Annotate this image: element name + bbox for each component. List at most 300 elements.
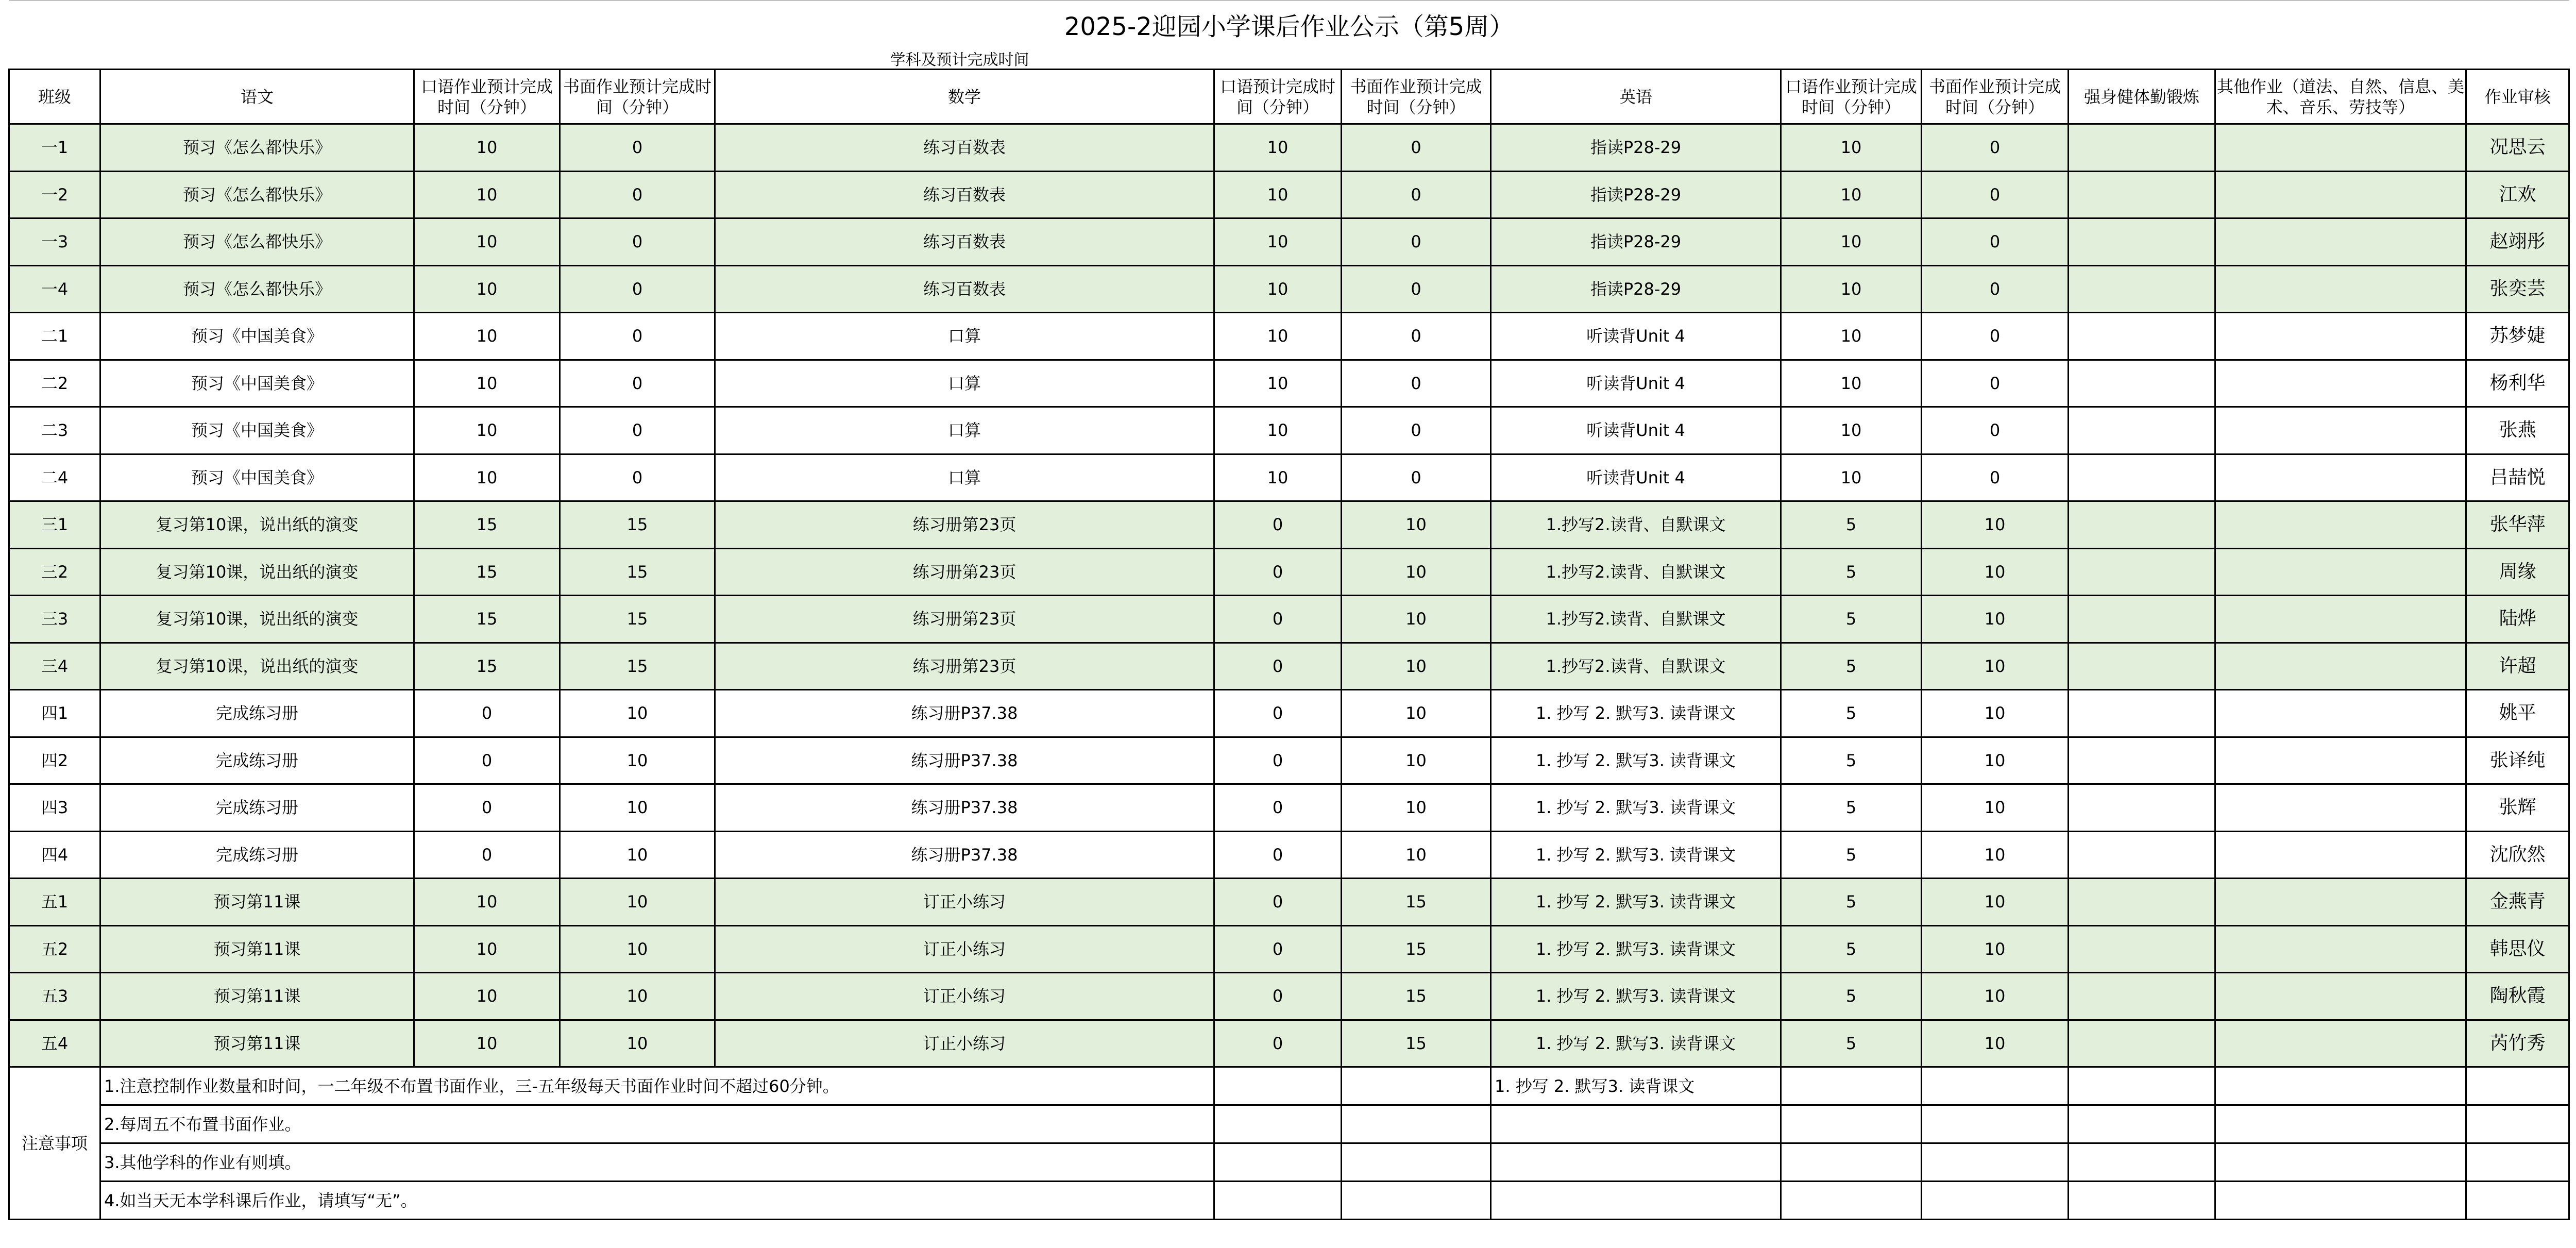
auditor-cell[interactable]: 吕喆悦 <box>2466 454 2569 501</box>
class-cell[interactable]: 三2 <box>9 548 100 596</box>
chinese-oral-cell[interactable]: 10 <box>414 171 560 218</box>
note-text[interactable]: 3.其他学科的作业有则填。 <box>100 1143 1214 1182</box>
class-cell[interactable]: 二1 <box>9 313 100 360</box>
note-blank-cell[interactable] <box>1214 1182 1342 1220</box>
chinese-oral-cell[interactable]: 0 <box>414 784 560 832</box>
english-oral-cell[interactable]: 5 <box>1781 973 1922 1020</box>
class-cell[interactable]: 三3 <box>9 596 100 643</box>
chinese-written-cell[interactable]: 0 <box>560 360 715 407</box>
other-cell[interactable] <box>2215 643 2466 690</box>
class-cell[interactable]: 四1 <box>9 690 100 737</box>
exercise-cell[interactable] <box>2069 1020 2215 1067</box>
note-blank-cell[interactable] <box>1781 1182 1922 1220</box>
exercise-cell[interactable] <box>2069 548 2215 596</box>
math-cell[interactable]: 口算 <box>715 407 1214 454</box>
english-cell[interactable]: 1.抄写2.读背、自默课文 <box>1491 596 1781 643</box>
chinese-cell[interactable]: 预习《怎么都快乐》 <box>100 171 414 218</box>
header-chinese-written-time: 书面作业预计完成时间（分钟） <box>560 70 715 124</box>
note-blank-cell[interactable] <box>1342 1067 1491 1105</box>
english-written-cell[interactable]: 0 <box>1922 313 2069 360</box>
other-cell[interactable] <box>2215 831 2466 879</box>
math-written-cell[interactable]: 0 <box>1342 360 1491 407</box>
exercise-cell[interactable] <box>2069 784 2215 832</box>
chinese-oral-cell[interactable]: 10 <box>414 454 560 501</box>
chinese-oral-cell[interactable]: 0 <box>414 737 560 784</box>
english-written-cell[interactable]: 0 <box>1922 265 2069 313</box>
note-blank-cell[interactable] <box>2466 1105 2569 1143</box>
class-cell[interactable]: 一1 <box>9 124 100 172</box>
math-oral-cell[interactable]: 0 <box>1214 737 1342 784</box>
math-written-cell[interactable]: 10 <box>1342 548 1491 596</box>
other-cell[interactable] <box>2215 973 2466 1020</box>
chinese-cell[interactable]: 复习第10课，说出纸的演变 <box>100 596 414 643</box>
exercise-cell[interactable] <box>2069 171 2215 218</box>
other-cell[interactable] <box>2215 407 2466 454</box>
exercise-cell[interactable] <box>2069 501 2215 549</box>
chinese-cell[interactable]: 预习第11课 <box>100 879 414 926</box>
chinese-written-cell[interactable]: 10 <box>560 784 715 832</box>
math-oral-cell[interactable]: 10 <box>1214 171 1342 218</box>
chinese-cell[interactable]: 预习第11课 <box>100 925 414 973</box>
class-cell[interactable]: 一3 <box>9 218 100 266</box>
exercise-cell[interactable] <box>2069 454 2215 501</box>
auditor-cell[interactable]: 江欢 <box>2466 171 2569 218</box>
other-cell[interactable] <box>2215 548 2466 596</box>
chinese-oral-cell[interactable]: 15 <box>414 548 560 596</box>
chinese-written-cell[interactable]: 0 <box>560 313 715 360</box>
chinese-oral-cell[interactable]: 10 <box>414 124 560 172</box>
math-cell[interactable]: 练习册P37.38 <box>715 784 1214 832</box>
other-cell[interactable] <box>2215 360 2466 407</box>
chinese-written-cell[interactable]: 10 <box>560 1020 715 1067</box>
chinese-written-cell[interactable]: 10 <box>560 925 715 973</box>
chinese-oral-cell[interactable]: 10 <box>414 973 560 1020</box>
auditor-cell[interactable]: 陆烨 <box>2466 596 2569 643</box>
class-cell[interactable]: 二2 <box>9 360 100 407</box>
math-oral-cell[interactable]: 10 <box>1214 360 1342 407</box>
exercise-cell[interactable] <box>2069 831 2215 879</box>
chinese-cell[interactable]: 预习《中国美食》 <box>100 360 414 407</box>
auditor-cell[interactable]: 况思云 <box>2466 124 2569 172</box>
math-oral-cell[interactable]: 0 <box>1214 690 1342 737</box>
auditor-cell[interactable]: 陶秋霞 <box>2466 973 2569 1020</box>
note-english-cell[interactable]: 1. 抄写 2. 默写3. 读背课文 <box>1491 1067 1781 1105</box>
math-oral-cell[interactable]: 0 <box>1214 643 1342 690</box>
math-written-cell[interactable]: 15 <box>1342 1020 1491 1067</box>
chinese-written-cell[interactable]: 0 <box>560 454 715 501</box>
chinese-written-cell[interactable]: 0 <box>560 407 715 454</box>
math-oral-cell[interactable]: 0 <box>1214 925 1342 973</box>
other-cell[interactable] <box>2215 879 2466 926</box>
note-blank-cell[interactable] <box>2466 1182 2569 1220</box>
chinese-written-cell[interactable]: 15 <box>560 548 715 596</box>
exercise-cell[interactable] <box>2069 643 2215 690</box>
english-written-cell[interactable]: 10 <box>1922 548 2069 596</box>
english-written-cell[interactable]: 10 <box>1922 925 2069 973</box>
auditor-cell[interactable]: 姚平 <box>2466 690 2569 737</box>
english-oral-cell[interactable]: 10 <box>1781 360 1922 407</box>
english-oral-cell[interactable]: 10 <box>1781 454 1922 501</box>
chinese-cell[interactable]: 复习第10课，说出纸的演变 <box>100 643 414 690</box>
chinese-written-cell[interactable]: 0 <box>560 171 715 218</box>
chinese-written-cell[interactable]: 15 <box>560 596 715 643</box>
class-cell[interactable]: 三4 <box>9 643 100 690</box>
english-cell[interactable]: 1. 抄写 2. 默写3. 读背课文 <box>1491 879 1781 926</box>
chinese-written-cell[interactable]: 0 <box>560 124 715 172</box>
math-cell[interactable]: 订正小练习 <box>715 973 1214 1020</box>
math-written-cell[interactable]: 10 <box>1342 831 1491 879</box>
math-oral-cell[interactable]: 10 <box>1214 265 1342 313</box>
math-cell[interactable]: 口算 <box>715 360 1214 407</box>
chinese-cell[interactable]: 预习第11课 <box>100 1020 414 1067</box>
class-cell[interactable]: 四3 <box>9 784 100 832</box>
note-blank-cell[interactable] <box>1214 1067 1342 1105</box>
english-written-cell[interactable]: 10 <box>1922 643 2069 690</box>
note-blank-cell[interactable] <box>1781 1143 1922 1182</box>
note-text[interactable]: 1.注意控制作业数量和时间，一二年级不布置书面作业，三-五年级每天书面作业时间不超过60分钟。 <box>100 1067 1214 1105</box>
auditor-cell[interactable]: 金燕青 <box>2466 879 2569 926</box>
english-cell[interactable]: 指读P28-29 <box>1491 218 1781 266</box>
math-oral-cell[interactable]: 0 <box>1214 831 1342 879</box>
math-cell[interactable]: 练习百数表 <box>715 265 1214 313</box>
chinese-cell[interactable]: 完成练习册 <box>100 690 414 737</box>
chinese-oral-cell[interactable]: 15 <box>414 643 560 690</box>
note-blank-cell[interactable] <box>1342 1143 1491 1182</box>
note-blank-cell[interactable] <box>2215 1182 2466 1220</box>
english-oral-cell[interactable]: 5 <box>1781 548 1922 596</box>
chinese-cell[interactable]: 完成练习册 <box>100 737 414 784</box>
exercise-cell[interactable] <box>2069 737 2215 784</box>
other-cell[interactable] <box>2215 124 2466 172</box>
english-cell[interactable]: 指读P28-29 <box>1491 124 1781 172</box>
math-oral-cell[interactable]: 10 <box>1214 407 1342 454</box>
math-oral-cell[interactable]: 0 <box>1214 879 1342 926</box>
math-written-cell[interactable]: 0 <box>1342 218 1491 266</box>
math-cell[interactable]: 练习册P37.38 <box>715 690 1214 737</box>
english-cell[interactable]: 1.抄写2.读背、自默课文 <box>1491 548 1781 596</box>
note-blank-cell[interactable] <box>1214 1143 1342 1182</box>
note-blank-cell[interactable] <box>2069 1105 2215 1143</box>
other-cell[interactable] <box>2215 784 2466 832</box>
english-cell[interactable]: 听读背Unit 4 <box>1491 454 1781 501</box>
chinese-cell[interactable]: 预习《怎么都快乐》 <box>100 265 414 313</box>
english-oral-cell[interactable]: 5 <box>1781 596 1922 643</box>
exercise-cell[interactable] <box>2069 360 2215 407</box>
auditor-cell[interactable]: 张辉 <box>2466 784 2569 832</box>
note-blank-cell[interactable] <box>1214 1105 1342 1143</box>
note-text[interactable]: 4.如当天无本学科课后作业，请填写“无”。 <box>100 1182 1214 1220</box>
english-written-cell[interactable]: 10 <box>1922 831 2069 879</box>
chinese-written-cell[interactable]: 15 <box>560 643 715 690</box>
note-blank-cell[interactable] <box>1491 1143 1781 1182</box>
note-blank-cell[interactable] <box>2466 1143 2569 1182</box>
auditor-cell[interactable]: 周缘 <box>2466 548 2569 596</box>
math-cell[interactable]: 练习册P37.38 <box>715 737 1214 784</box>
math-written-cell[interactable]: 0 <box>1342 313 1491 360</box>
english-written-cell[interactable]: 10 <box>1922 973 2069 1020</box>
class-cell[interactable]: 三1 <box>9 501 100 549</box>
math-written-cell[interactable]: 10 <box>1342 690 1491 737</box>
note-blank-cell[interactable] <box>1781 1105 1922 1143</box>
english-written-cell[interactable]: 10 <box>1922 596 2069 643</box>
english-cell[interactable]: 1. 抄写 2. 默写3. 读背课文 <box>1491 784 1781 832</box>
chinese-written-cell[interactable]: 15 <box>560 501 715 549</box>
english-cell[interactable]: 1.抄写2.读背、自默课文 <box>1491 643 1781 690</box>
english-cell[interactable]: 1. 抄写 2. 默写3. 读背课文 <box>1491 1020 1781 1067</box>
note-blank-cell[interactable] <box>1342 1182 1491 1220</box>
math-written-cell[interactable]: 15 <box>1342 973 1491 1020</box>
note-text[interactable]: 2.每周五不布置书面作业。 <box>100 1105 1214 1143</box>
exercise-cell[interactable] <box>2069 879 2215 926</box>
note-blank-cell[interactable] <box>2215 1143 2466 1182</box>
chinese-oral-cell[interactable]: 10 <box>414 218 560 266</box>
chinese-cell[interactable]: 预习《中国美食》 <box>100 454 414 501</box>
chinese-oral-cell[interactable]: 10 <box>414 407 560 454</box>
english-written-cell[interactable]: 10 <box>1922 690 2069 737</box>
class-cell[interactable]: 一4 <box>9 265 100 313</box>
class-cell[interactable]: 二3 <box>9 407 100 454</box>
english-written-cell[interactable]: 0 <box>1922 360 2069 407</box>
english-oral-cell[interactable]: 10 <box>1781 265 1922 313</box>
english-cell[interactable]: 指读P28-29 <box>1491 265 1781 313</box>
english-oral-cell[interactable]: 10 <box>1781 313 1922 360</box>
exercise-cell[interactable] <box>2069 407 2215 454</box>
math-oral-cell[interactable]: 0 <box>1214 784 1342 832</box>
chinese-cell[interactable]: 预习第11课 <box>100 973 414 1020</box>
exercise-cell[interactable] <box>2069 218 2215 266</box>
chinese-cell[interactable]: 预习《怎么都快乐》 <box>100 218 414 266</box>
math-written-cell[interactable]: 15 <box>1342 879 1491 926</box>
english-written-cell[interactable]: 0 <box>1922 218 2069 266</box>
math-written-cell[interactable]: 0 <box>1342 171 1491 218</box>
note-blank-cell[interactable] <box>1491 1105 1781 1143</box>
english-cell[interactable]: 1. 抄写 2. 默写3. 读背课文 <box>1491 831 1781 879</box>
note-blank-cell[interactable] <box>2215 1067 2466 1105</box>
note-blank-cell[interactable] <box>1491 1182 1781 1220</box>
other-cell[interactable] <box>2215 218 2466 266</box>
math-written-cell[interactable]: 0 <box>1342 454 1491 501</box>
chinese-written-cell[interactable]: 10 <box>560 831 715 879</box>
english-oral-cell[interactable]: 10 <box>1781 218 1922 266</box>
note-blank-cell[interactable] <box>2069 1182 2215 1220</box>
math-oral-cell[interactable]: 0 <box>1214 548 1342 596</box>
class-cell[interactable]: 一2 <box>9 171 100 218</box>
math-written-cell[interactable]: 0 <box>1342 407 1491 454</box>
english-cell[interactable]: 1. 抄写 2. 默写3. 读背课文 <box>1491 737 1781 784</box>
exercise-cell[interactable] <box>2069 313 2215 360</box>
math-written-cell[interactable]: 15 <box>1342 925 1491 973</box>
chinese-written-cell[interactable]: 0 <box>560 265 715 313</box>
auditor-cell[interactable]: 赵翊彤 <box>2466 218 2569 266</box>
math-oral-cell[interactable]: 0 <box>1214 596 1342 643</box>
note-blank-cell[interactable] <box>2215 1105 2466 1143</box>
math-cell[interactable]: 订正小练习 <box>715 879 1214 926</box>
english-oral-cell[interactable]: 5 <box>1781 501 1922 549</box>
english-cell[interactable]: 1. 抄写 2. 默写3. 读背课文 <box>1491 925 1781 973</box>
english-oral-cell[interactable]: 10 <box>1781 407 1922 454</box>
english-oral-cell[interactable]: 5 <box>1781 879 1922 926</box>
math-written-cell[interactable]: 10 <box>1342 643 1491 690</box>
class-cell[interactable]: 五1 <box>9 879 100 926</box>
other-cell[interactable] <box>2215 454 2466 501</box>
chinese-written-cell[interactable]: 10 <box>560 973 715 1020</box>
auditor-cell[interactable]: 张译纯 <box>2466 737 2569 784</box>
math-oral-cell[interactable]: 0 <box>1214 973 1342 1020</box>
chinese-oral-cell[interactable]: 10 <box>414 879 560 926</box>
english-cell[interactable]: 1. 抄写 2. 默写3. 读背课文 <box>1491 973 1781 1020</box>
english-cell[interactable]: 听读背Unit 4 <box>1491 407 1781 454</box>
english-oral-cell[interactable]: 5 <box>1781 784 1922 832</box>
math-cell[interactable]: 练习百数表 <box>715 171 1214 218</box>
english-oral-cell[interactable]: 10 <box>1781 124 1922 172</box>
math-written-cell[interactable]: 10 <box>1342 501 1491 549</box>
note-blank-cell[interactable] <box>2069 1067 2215 1105</box>
exercise-cell[interactable] <box>2069 925 2215 973</box>
english-oral-cell[interactable]: 5 <box>1781 831 1922 879</box>
chinese-oral-cell[interactable]: 10 <box>414 1020 560 1067</box>
math-cell[interactable]: 练习册第23页 <box>715 643 1214 690</box>
class-cell[interactable]: 五3 <box>9 973 100 1020</box>
english-written-cell[interactable]: 0 <box>1922 171 2069 218</box>
chinese-written-cell[interactable]: 10 <box>560 690 715 737</box>
math-written-cell[interactable]: 0 <box>1342 265 1491 313</box>
note-row <box>9 1067 2569 1105</box>
english-cell[interactable]: 1.抄写2.读背、自默课文 <box>1491 501 1781 549</box>
math-cell[interactable]: 练习百数表 <box>715 218 1214 266</box>
english-written-cell[interactable]: 10 <box>1922 737 2069 784</box>
english-written-cell[interactable]: 10 <box>1922 879 2069 926</box>
english-cell[interactable]: 1. 抄写 2. 默写3. 读背课文 <box>1491 690 1781 737</box>
auditor-cell[interactable]: 张华萍 <box>2466 501 2569 549</box>
header-chinese-oral-time: 口语作业预计完成时间（分钟） <box>414 70 560 124</box>
math-oral-cell[interactable]: 10 <box>1214 124 1342 172</box>
table-row <box>9 596 2569 643</box>
note-blank-cell[interactable] <box>2069 1143 2215 1182</box>
english-oral-cell[interactable]: 10 <box>1781 171 1922 218</box>
other-cell[interactable] <box>2215 313 2466 360</box>
note-blank-cell[interactable] <box>1922 1105 2069 1143</box>
math-cell[interactable]: 订正小练习 <box>715 925 1214 973</box>
note-blank-cell[interactable] <box>1781 1067 1922 1105</box>
exercise-cell[interactable] <box>2069 596 2215 643</box>
auditor-cell[interactable]: 苏梦婕 <box>2466 313 2569 360</box>
auditor-cell[interactable]: 杨利华 <box>2466 360 2569 407</box>
chinese-cell[interactable]: 完成练习册 <box>100 831 414 879</box>
other-cell[interactable] <box>2215 925 2466 973</box>
exercise-cell[interactable] <box>2069 690 2215 737</box>
chinese-oral-cell[interactable]: 10 <box>414 313 560 360</box>
auditor-cell[interactable]: 韩思仪 <box>2466 925 2569 973</box>
exercise-cell[interactable] <box>2069 265 2215 313</box>
chinese-cell[interactable]: 预习《怎么都快乐》 <box>100 124 414 172</box>
note-blank-cell[interactable] <box>1342 1105 1491 1143</box>
note-blank-cell[interactable] <box>1922 1067 2069 1105</box>
chinese-written-cell[interactable]: 0 <box>560 218 715 266</box>
math-cell[interactable]: 练习册P37.38 <box>715 831 1214 879</box>
english-oral-cell[interactable]: 5 <box>1781 925 1922 973</box>
note-blank-cell[interactable] <box>1922 1143 2069 1182</box>
auditor-cell[interactable]: 张奕芸 <box>2466 265 2569 313</box>
math-cell[interactable]: 口算 <box>715 313 1214 360</box>
auditor-cell[interactable]: 许超 <box>2466 643 2569 690</box>
exercise-cell[interactable] <box>2069 973 2215 1020</box>
chinese-cell[interactable]: 复习第10课，说出纸的演变 <box>100 501 414 549</box>
chinese-oral-cell[interactable]: 0 <box>414 690 560 737</box>
class-cell[interactable]: 四2 <box>9 737 100 784</box>
chinese-oral-cell[interactable]: 10 <box>414 265 560 313</box>
english-cell[interactable]: 指读P28-29 <box>1491 171 1781 218</box>
chinese-oral-cell[interactable]: 0 <box>414 831 560 879</box>
other-cell[interactable] <box>2215 1020 2466 1067</box>
english-oral-cell[interactable]: 5 <box>1781 690 1922 737</box>
english-written-cell[interactable]: 10 <box>1922 1020 2069 1067</box>
chinese-oral-cell[interactable]: 15 <box>414 596 560 643</box>
class-cell[interactable]: 五2 <box>9 925 100 973</box>
math-oral-cell[interactable]: 0 <box>1214 1020 1342 1067</box>
other-cell[interactable] <box>2215 171 2466 218</box>
other-cell[interactable] <box>2215 265 2466 313</box>
math-cell[interactable]: 练习册第23页 <box>715 596 1214 643</box>
english-written-cell[interactable]: 10 <box>1922 784 2069 832</box>
other-cell[interactable] <box>2215 501 2466 549</box>
chinese-cell[interactable]: 完成练习册 <box>100 784 414 832</box>
other-cell[interactable] <box>2215 690 2466 737</box>
math-cell[interactable]: 练习册第23页 <box>715 548 1214 596</box>
math-written-cell[interactable]: 10 <box>1342 737 1491 784</box>
note-blank-cell[interactable] <box>1922 1182 2069 1220</box>
math-oral-cell[interactable]: 10 <box>1214 313 1342 360</box>
auditor-cell[interactable]: 张燕 <box>2466 407 2569 454</box>
english-oral-cell[interactable]: 5 <box>1781 737 1922 784</box>
english-oral-cell[interactable]: 5 <box>1781 643 1922 690</box>
auditor-cell[interactable]: 沈欣然 <box>2466 831 2569 879</box>
chinese-written-cell[interactable]: 10 <box>560 737 715 784</box>
math-cell[interactable]: 订正小练习 <box>715 1020 1214 1067</box>
english-written-cell[interactable]: 10 <box>1922 501 2069 549</box>
math-cell[interactable]: 口算 <box>715 454 1214 501</box>
exercise-cell[interactable] <box>2069 124 2215 172</box>
math-written-cell[interactable]: 10 <box>1342 596 1491 643</box>
auditor-cell[interactable]: 芮竹秀 <box>2466 1020 2569 1067</box>
english-written-cell[interactable]: 0 <box>1922 407 2069 454</box>
english-written-cell[interactable]: 0 <box>1922 124 2069 172</box>
class-cell[interactable]: 五4 <box>9 1020 100 1067</box>
other-cell[interactable] <box>2215 737 2466 784</box>
math-written-cell[interactable]: 10 <box>1342 784 1491 832</box>
chinese-written-cell[interactable]: 10 <box>560 879 715 926</box>
chinese-cell[interactable]: 预习《中国美食》 <box>100 407 414 454</box>
class-cell[interactable]: 四4 <box>9 831 100 879</box>
math-oral-cell[interactable]: 10 <box>1214 454 1342 501</box>
chinese-oral-cell[interactable]: 15 <box>414 501 560 549</box>
english-oral-cell[interactable]: 5 <box>1781 1020 1922 1067</box>
english-cell[interactable]: 听读背Unit 4 <box>1491 360 1781 407</box>
chinese-cell[interactable]: 复习第10课，说出纸的演变 <box>100 548 414 596</box>
other-cell[interactable] <box>2215 596 2466 643</box>
chinese-oral-cell[interactable]: 10 <box>414 360 560 407</box>
math-cell[interactable]: 练习百数表 <box>715 124 1214 172</box>
chinese-cell[interactable]: 预习《中国美食》 <box>100 313 414 360</box>
math-written-cell[interactable]: 0 <box>1342 124 1491 172</box>
chinese-oral-cell[interactable]: 10 <box>414 925 560 973</box>
class-cell[interactable]: 二4 <box>9 454 100 501</box>
math-oral-cell[interactable]: 10 <box>1214 218 1342 266</box>
english-cell[interactable]: 听读背Unit 4 <box>1491 313 1781 360</box>
math-cell[interactable]: 练习册第23页 <box>715 501 1214 549</box>
note-blank-cell[interactable] <box>2466 1067 2569 1105</box>
math-oral-cell[interactable]: 0 <box>1214 501 1342 549</box>
english-written-cell[interactable]: 0 <box>1922 454 2069 501</box>
